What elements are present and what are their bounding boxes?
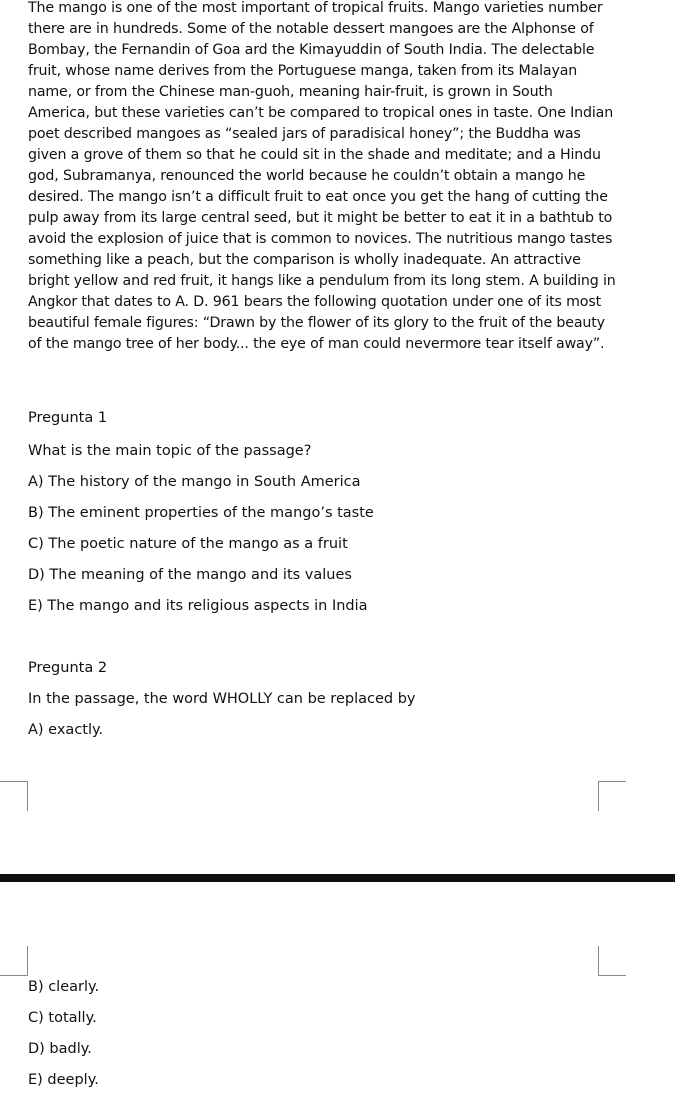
page-2 — [0, 882, 675, 1104]
question-1-option-a[interactable]: A) The history of the mango in South America — [28, 474, 361, 490]
question-1-option-d[interactable]: D) The meaning of the mango and its values — [28, 567, 352, 583]
question-2-option-e[interactable]: E) deeply. — [28, 1072, 99, 1088]
question-2-option-b[interactable]: B) clearly. — [28, 979, 100, 995]
question-2-option-d[interactable]: D) badly. — [28, 1041, 92, 1057]
reading-passage: The mango is one of the most important of tropical fruits. Mango varieties number there are in hundreds. Some of the notable dessert mangoes are the Alphonse of Bombay, the Fernandin of Goa ard the Kimayuddin of South India. The delectable fruit, whose name derives from the Portuguese manga, taken from its Malayan name, or from the Chinese man-guoh, meaning hair-fruit, is grown in South America, but these varieties can’t be compared to tropical ones in taste. One Indian poet described mangoes as “sealed jars of paradisical honey”; the Buddha was given a grove of them so that he could sit in the shade and meditate; and a Hindu god, Subramanya, renounced the world because he couldn’t obtain a mango he desired. The mango isn’t a difficult fruit to eat once you get the hang of cutting the pulp away from its large central seed, but it might be better to eat it in a bathtub to avoid the explosion of juice that is common to novices. The nutritious mango tastes something like a peach, but the comparison is wholly inadequate. An attractive bright yellow and red fruit, it hangs like a pendulum from its long stem. A building in Angkor that dates to A. D. 961 bears the following quotation under one of its most beautiful female figures: “Drawn by the flower of its glory to the fruit of the beauty of the mango tree of her body... the eye of man could nevermore tear itself away”. — [28, 0, 616, 352]
crop-mark-top-left — [0, 781, 28, 811]
question-1-heading: Pregunta 1 — [28, 410, 108, 426]
question-2-option-a[interactable]: A) exactly. — [28, 722, 104, 738]
question-1-option-e[interactable]: E) The mango and its religious aspects in India — [28, 598, 368, 614]
crop-mark-bottom-right — [598, 946, 626, 976]
question-2-prompt: In the passage, the word WHOLLY can be replaced by — [28, 691, 416, 707]
question-2-heading: Pregunta 2 — [28, 660, 108, 676]
page-break-divider — [0, 874, 675, 882]
question-1-prompt: What is the main topic of the passage? — [28, 443, 312, 459]
question-2-option-c[interactable]: C) totally. — [28, 1010, 97, 1026]
question-1-option-c[interactable]: C) The poetic nature of the mango as a fruit — [28, 536, 348, 552]
crop-mark-top-right — [598, 781, 626, 811]
question-1-option-b[interactable]: B) The eminent properties of the mango’s taste — [28, 505, 374, 521]
crop-mark-bottom-left — [0, 946, 28, 976]
